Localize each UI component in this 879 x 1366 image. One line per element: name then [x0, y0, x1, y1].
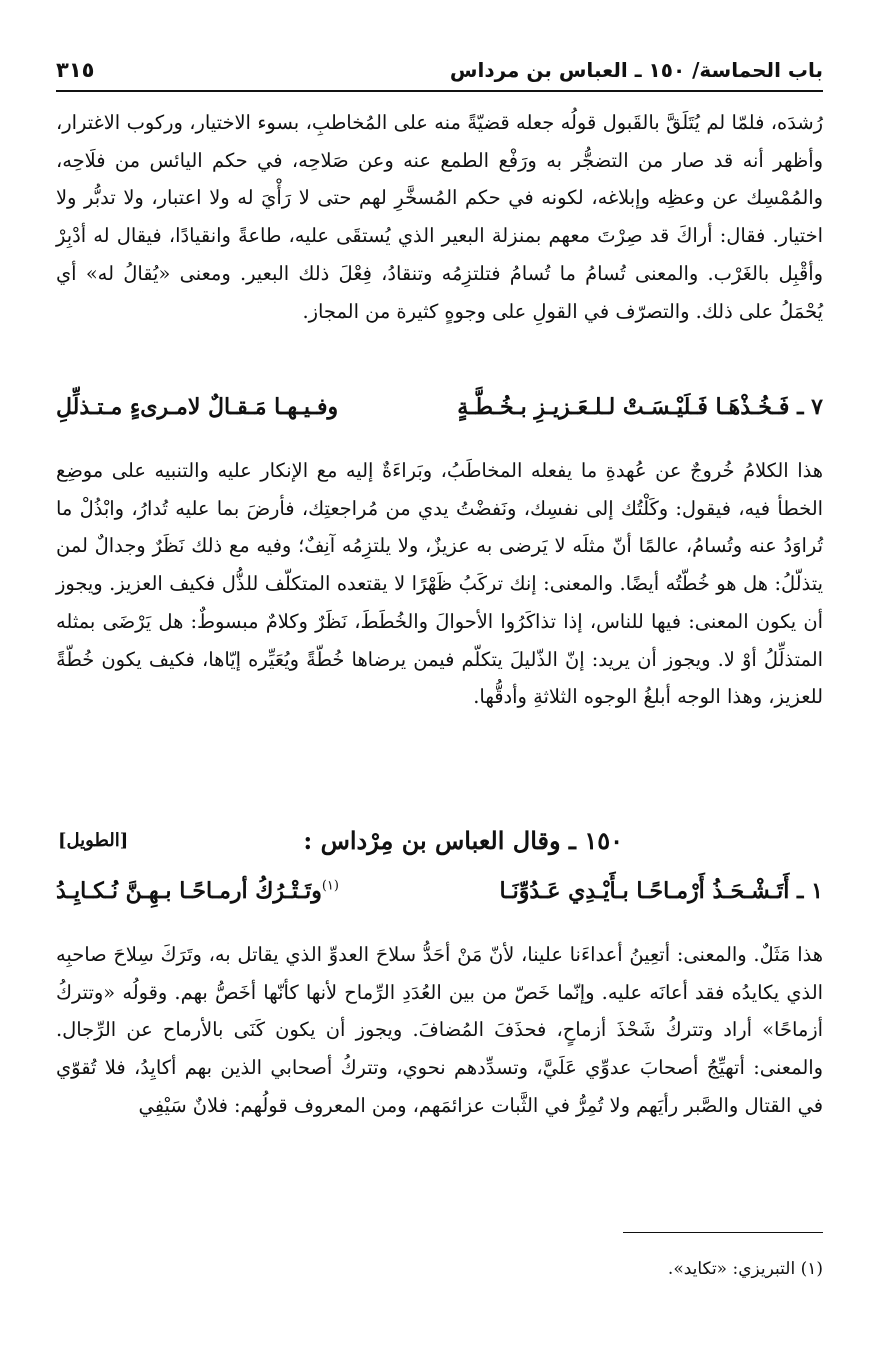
poem-meter: [الطويل] — [58, 830, 129, 851]
commentary-paragraph-3: هذا مَثَلٌ. والمعنى: أتعِينُ أعداءَنا علينا، لأنّ مَنْ أحَدُّ سلاحَ العدوِّ الذي يقاتل به، وتَرَكَ سِلاحَ صاحبِه الذي يكايدُه فقد أعانَه عليه. وإنّما خَصّ من بين العُدَدِ الرِّماح لأنها كأنّها أخَصُّ بهم. وقولُه «وتتركُ أزماحًا» أراد وتتركُ شَحْذَ أزماحٍ، فحذَفَ المُضافَ. ويجوز أن يكون كَنَى بالأرماح عن الرِّجال. والمعنى: أتهيِّجُ أصحابَ عدوِّي عَلَيَّ، وتسدِّدهم نحوي، وتتركُ أصحابي الذين بهم أكايِدُ، فلا تُقوّي في القتال والصَّبر رأيَهم ولا تُمِرُّ في الثَّبات عزائمَهم، ومن المعروف قولُهم: فلانٌ سَيْفِي — [56, 943, 823, 1117]
running-title: باب الحماسة/ ١٥٠ ـ العباس بن مرداس — [449, 58, 823, 82]
header-rule — [56, 90, 823, 92]
footnote-reference: (١) — [321, 878, 339, 894]
verse-1 — [56, 878, 823, 918]
footnote: (١) التبريزي: «تكايد». — [667, 1259, 823, 1279]
verse-7 — [56, 394, 823, 434]
commentary-paragraph-2: هذا الكلامُ خُروجٌ عن عُهدةِ ما يفعله المخاطَبُ، وبَراءَةٌ إليه مع الإنكار عليه والتنبيه على موضِع الخطأ فيه، فيقول: وكَلْتُك إلى نفسِك، ونَفضْتُ يدي من مُراجعتِك، فأرضَ بما عليه تُدارُ، وابْذُلْ ما تُراوَدُ عنه وتُسامُ، عالمًا أنّ مثلَه لا يَرضى به عزيزٌ، ولا يلتزِمُه آنِفٌ؛ وفيه مع ذلك نَظَرٌ وجدالٌ لمن يتذلّلُ: هل هو خُطّتُه أيضًا. والمعنى: إنك تركَبُ ظَهْرًا لا يقتعده المتكلّف للذُّل فكيف العزيز. ويجوز أن يكون المعنى: فيها للناس، إذا تذاكَرُوا الأحوالَ والخُطَطَ، نَظَرٌ وكلامٌ مبسوطٌ: هل يَرْضَى بمثله المتذلِّلُ أوْ لا. ويجوز أن يريد: إنّ الذّليلَ يتكلّم فيمن يرضاها خُطّةً ويُعَيِّره إيّاها، فكيف يكون خُطّةً للعزيز، وهذا الوجه أبلغُ الوجوه الثلاثةِ وأدقُّها. — [56, 459, 823, 709]
verse-1-second-hemistich-text: وتَـتْـرُكُ أرمـاحًـا بـهِـنَّ نُـكـايِـدُ — [56, 878, 322, 904]
footnote-rule — [623, 1232, 823, 1233]
verse-7-first-hemistich: ٧ ـ فَـخُـذْهَـا فَـلَيْـسَـتْ لـلـعَـزيـزِ بـخُـطَّـةٍ — [457, 394, 823, 420]
poem-title: ١٥٠ ـ وقال العباس بن مِرْداس : — [303, 826, 623, 855]
page-header — [56, 52, 823, 90]
verse-1-second-hemistich — [56, 878, 339, 904]
page-number: ٣١٥ — [56, 58, 95, 82]
verse-7-second-hemistich: وفـيـهـا مَـقـالٌ لامـرىءٍ مـتـذلِّلِ — [56, 394, 339, 420]
poem-heading — [56, 826, 823, 866]
verse-1-first-hemistich: ١ ـ أَتَـشْـحَـذُ أَرْمـاحًـا بـأَيْـدِي عَـدُوِّنَـا — [499, 878, 823, 904]
commentary-paragraph-1: رُشدَه، فلمّا لم يُتَلَقَّ بالقَبول قولُه جعله قضيّةً منه على المُخاطبِ، بسوء الاختيار، وركوب الاغترار، وأظهر أنه قد صار من التضجُّر به ورَفْع الطمع عنه وعن صَلاحِه، في حكم اليائس من فلَاحِه، والمُمْسِك عن وعظِه وإبلاغه، لكونه في حكم المُسخَّرِ لهم حتى لا رَأْيَ له ولا اعتبار، ولا تدبُّر ولا اختيار. فقال: أراكَ قد صِرْتَ معهم بمنزلة البعير الذي يُستقَى عليه، طاعةً وانقيادًا، فيقال له أدْبِرْ وأقْبِل بالغَرْب. والمعنى تُسامُ ما تُسامُ فتلتزِمُه وتنقادُ، فِعْلَ ذلك البعير. ومعنى «يُقالُ له» أي يُحْمَلُ على ذلك. والتصرّف في القولِ على وجوهٍ كثيرة من المجاز. — [56, 111, 823, 323]
